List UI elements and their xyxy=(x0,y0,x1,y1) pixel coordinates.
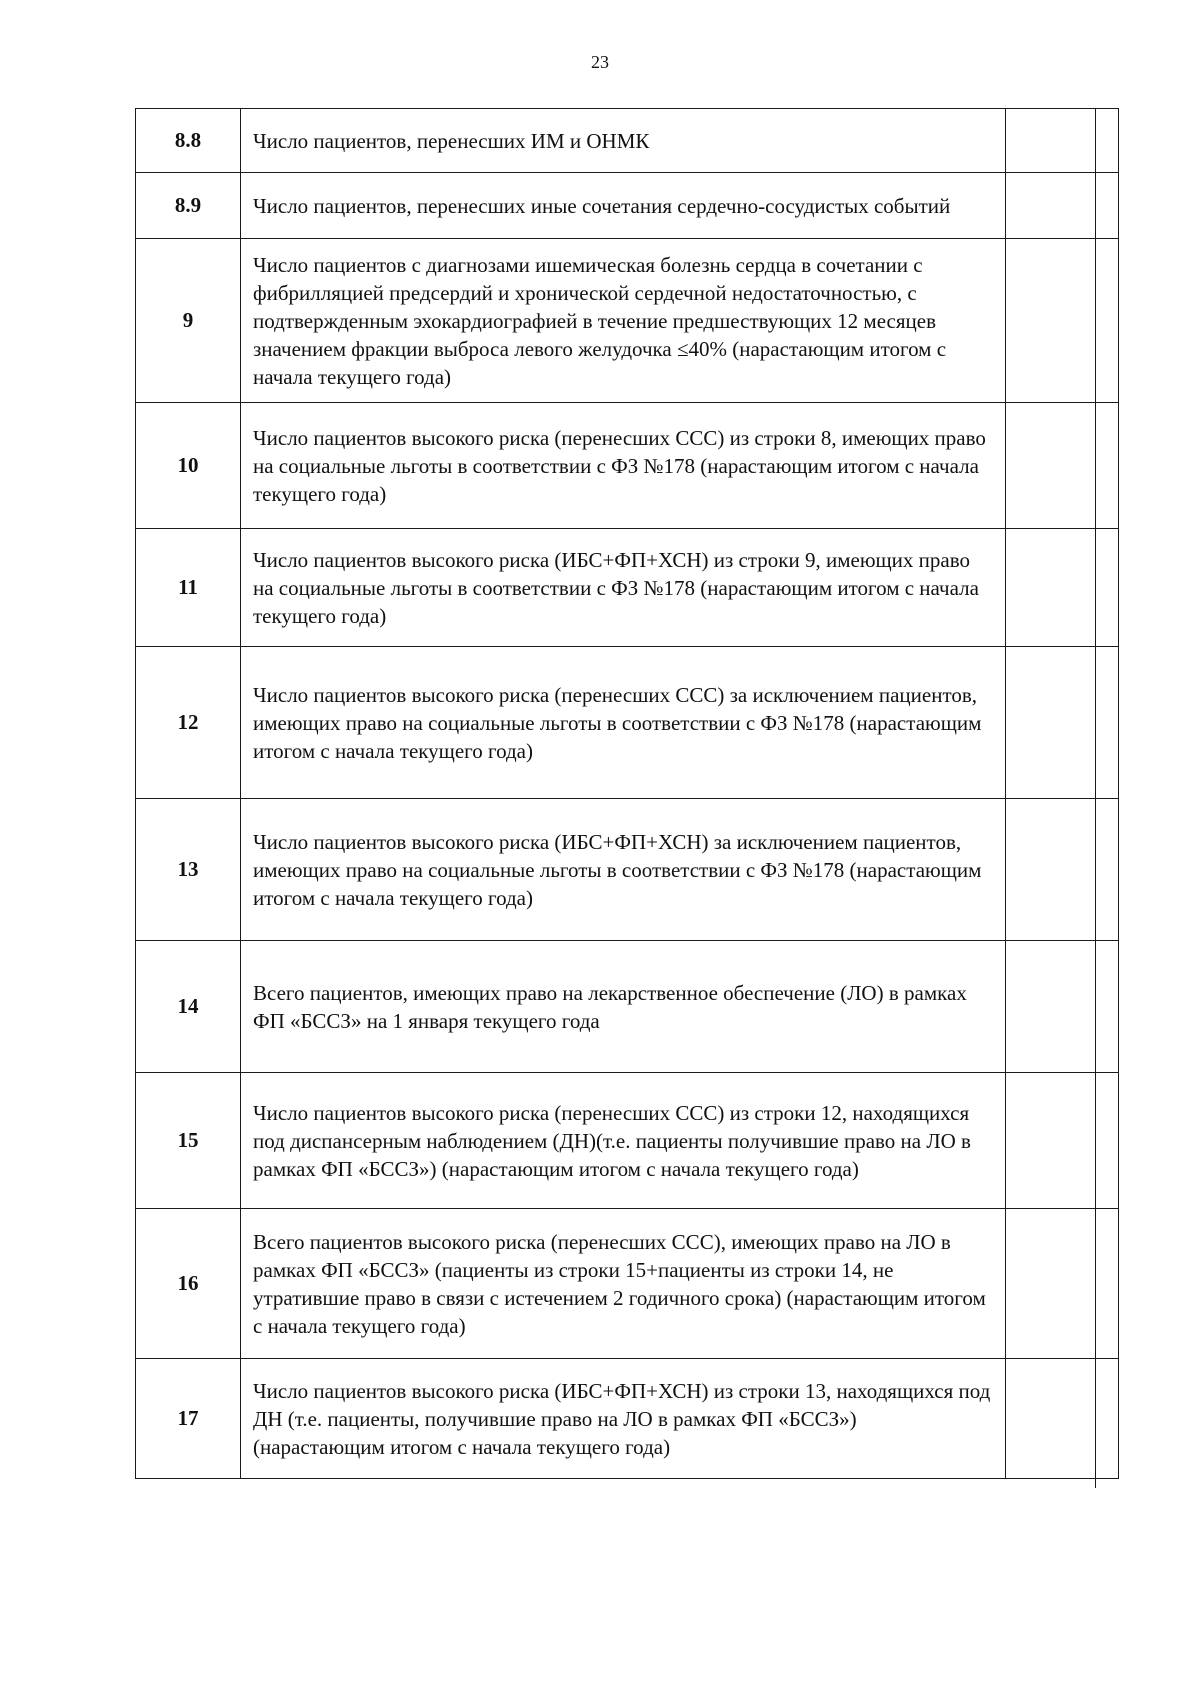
table-row xyxy=(136,403,1119,529)
table-row xyxy=(136,647,1119,799)
table-row xyxy=(136,799,1119,941)
row-description: Всего пациентов, имеющих право на лекарственное обеспечение (ЛО) в рамках ФП «БССЗ» на 1 января текущего года xyxy=(241,941,1006,1073)
table-row xyxy=(136,529,1119,647)
table-right-border xyxy=(1095,108,1096,1488)
row-description: Всего пациентов высокого риска (перенесших ССС), имеющих право на ЛО в рамках ФП «БССЗ» (пациенты из строки 15+пациенты из строки 14, не утратившие право в связи с истечением 2 годичного срока) (нарастающим итогом с начала текущего года) xyxy=(241,1209,1006,1359)
row-number: 14 xyxy=(136,941,241,1073)
row-number: 16 xyxy=(136,1209,241,1359)
value-cell xyxy=(1006,109,1119,173)
value-cell xyxy=(1006,799,1119,941)
table-row xyxy=(136,1359,1119,1479)
table-row xyxy=(136,173,1119,239)
row-description: Число пациентов, перенесших иные сочетания сердечно-сосудистых событий xyxy=(241,173,1006,239)
row-description: Число пациентов высокого риска (ИБС+ФП+ХСН) из строки 9, имеющих право на социальные льготы в соответствии с ФЗ №178 (нарастающим итогом с начала текущего года) xyxy=(241,529,1006,647)
value-cell xyxy=(1006,173,1119,239)
row-description: Число пациентов с диагнозами ишемическая болезнь сердца в сочетании с фибрилляцией предсердий и хронической сердечной недостаточностью, с подтвержденным эхокардиографией в течение предшествующих 12 месяцев значением фракции выброса левого желудочка ≤40% (нарастающим итогом с начала текущего года) xyxy=(241,239,1006,403)
value-cell xyxy=(1006,239,1119,403)
value-cell xyxy=(1006,1209,1119,1359)
row-number: 11 xyxy=(136,529,241,647)
row-description: Число пациентов, перенесших ИМ и ОНМК xyxy=(241,109,1006,173)
row-number: 17 xyxy=(136,1359,241,1479)
row-number: 13 xyxy=(136,799,241,941)
row-description: Число пациентов высокого риска (перенесших ССС) из строки 12, находящихся под диспансерным наблюдением (ДН)(т.е. пациенты получившие право на ЛО в рамках ФП «БССЗ») (нарастающим итогом с начала текущего года) xyxy=(241,1073,1006,1209)
row-description: Число пациентов высокого риска (перенесших ССС) за исключением пациентов, имеющих право на социальные льготы в соответствии с ФЗ №178 (нарастающим итогом с начала текущего года) xyxy=(241,647,1006,799)
report-table xyxy=(135,108,1119,1479)
table-row xyxy=(136,1209,1119,1359)
table-row xyxy=(136,109,1119,173)
row-description: Число пациентов высокого риска (ИБС+ФП+ХСН) из строки 13, находящихся под ДН (т.е. пациенты, получившие право на ЛО в рамках ФП «БССЗ») (нарастающим итогом с начала текущего года) xyxy=(241,1359,1006,1479)
value-cell xyxy=(1006,403,1119,529)
table-row xyxy=(136,941,1119,1073)
row-number: 15 xyxy=(136,1073,241,1209)
page-number: 23 xyxy=(591,52,609,72)
value-cell xyxy=(1006,647,1119,799)
row-description: Число пациентов высокого риска (ИБС+ФП+ХСН) за исключением пациентов, имеющих право на социальные льготы в соответствии с ФЗ №178 (нарастающим итогом с начала текущего года) xyxy=(241,799,1006,941)
value-cell xyxy=(1006,1073,1119,1209)
row-number: 8.8 xyxy=(136,109,241,173)
row-number: 12 xyxy=(136,647,241,799)
value-cell xyxy=(1006,1359,1119,1479)
row-number: 9 xyxy=(136,239,241,403)
value-cell xyxy=(1006,941,1119,1073)
table-row xyxy=(136,239,1119,403)
value-cell xyxy=(1006,529,1119,647)
row-number: 10 xyxy=(136,403,241,529)
row-description: Число пациентов высокого риска (перенесших ССС) из строки 8, имеющих право на социальные льготы в соответствии с ФЗ №178 (нарастающим итогом с начала текущего года) xyxy=(241,403,1006,529)
table-row xyxy=(136,1073,1119,1209)
row-number: 8.9 xyxy=(136,173,241,239)
